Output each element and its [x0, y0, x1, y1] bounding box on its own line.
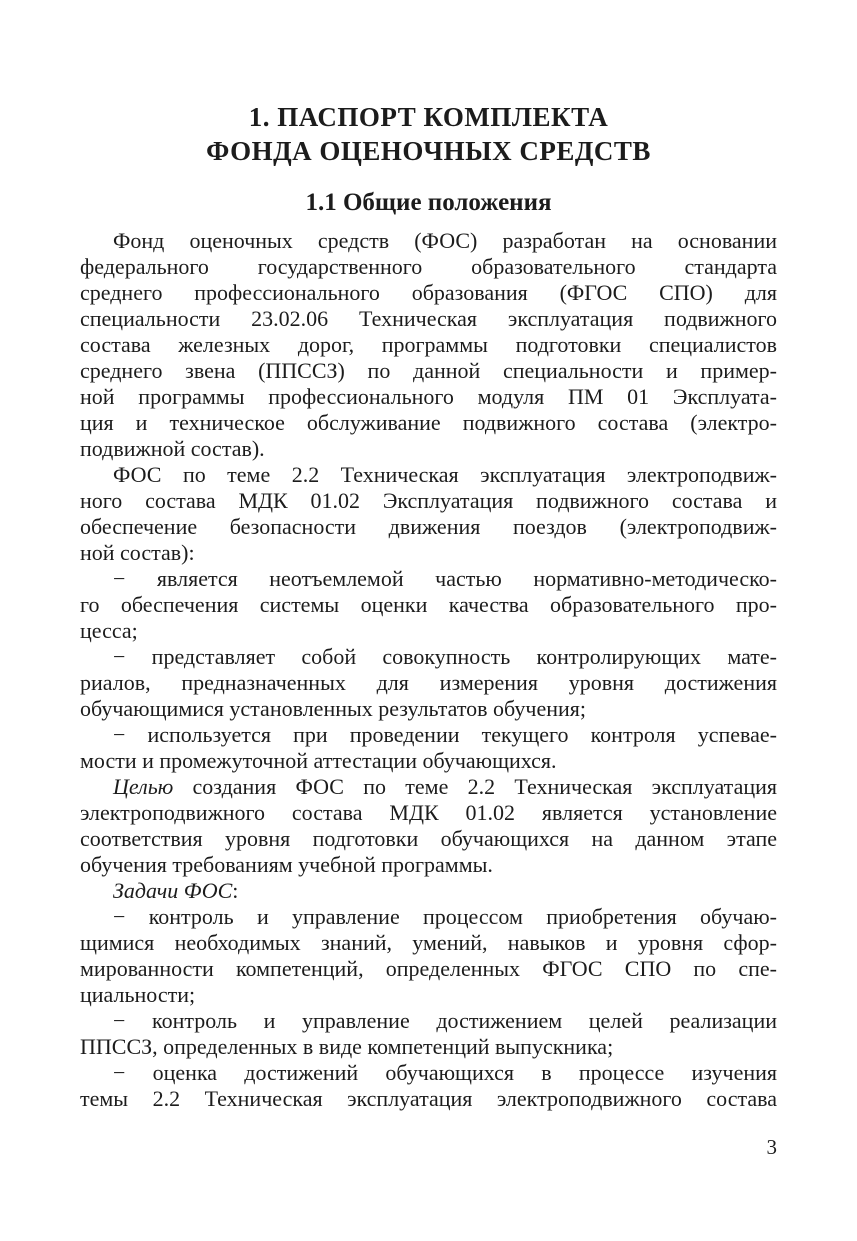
body-line: обучающимися установленных результатов обучения;: [80, 696, 586, 721]
body-line: обучения требованиям учебной программы.: [80, 852, 493, 877]
body-line: ция и техническое обслуживание подвижного состава (электро-: [80, 410, 777, 435]
body-line: мированности компетенций, определенных ФГОС СПО по спе-: [80, 956, 777, 981]
body-line: федерального государственного образовательного стандарта: [80, 254, 777, 279]
body-text: [80, 228, 777, 1112]
paragraph: [80, 462, 777, 566]
body-line: ной программы профессионального модуля ПМ 01 Эксплуата-: [80, 384, 777, 409]
body-line: − оценка достижений обучающихся в процессе изучения: [113, 1060, 777, 1085]
body-line: цесса;: [80, 618, 138, 643]
body-line: Фонд оценочных средств (ФОС) разработан на основании: [113, 228, 777, 253]
page-number: 3: [766, 1135, 777, 1159]
body-line: − представляет собой совокупность контролирующих мате-: [113, 644, 777, 669]
body-line: циальности;: [80, 982, 196, 1007]
body-line: щимися необходимых знаний, умений, навыков и уровня сфор-: [80, 930, 777, 955]
body-line: ного состава МДК 01.02 Эксплуатация подвижного состава и: [80, 488, 777, 513]
body-line: соответствия уровня подготовки обучающихся на данном этапе: [80, 826, 777, 851]
body-line: го обеспечения системы оценки качества образовательного про-: [80, 592, 777, 617]
body-line: − контроль и управление процессом приобретения обучаю-: [113, 904, 777, 929]
section-title: 1.1 Общие положения: [305, 189, 552, 216]
body-line: риалов, предназначенных для измерения уровня достижения: [80, 670, 777, 695]
chapter-title-line-2: ФОНДА ОЦЕНОЧНЫХ СРЕДСТВ: [206, 136, 651, 166]
body-line: ФОС по теме 2.2 Техническая эксплуатация электроподвиж-: [113, 462, 777, 487]
body-line: обеспечение безопасности движения поездов (электроподвиж-: [80, 514, 777, 539]
paragraph: [80, 774, 777, 878]
body-line: среднего профессионального образования (ФГОС СПО) для: [80, 280, 777, 305]
paragraph: [80, 228, 777, 462]
body-line: − используется при проведении текущего контроля успевае-: [113, 722, 777, 747]
body-line: подвижной состав).: [80, 436, 265, 461]
chapter-title: [80, 100, 777, 168]
paragraph: [80, 722, 777, 774]
plain-text: :: [232, 878, 239, 903]
body-line: мости и промежуточной аттестации обучающихся.: [80, 748, 557, 773]
body-line: [80, 878, 777, 904]
paragraph: [80, 904, 777, 1008]
body-line: темы 2.2 Техническая эксплуатация электроподвижного состава: [80, 1086, 777, 1111]
paragraph: [80, 644, 777, 722]
paragraph: [80, 566, 777, 644]
body-line: специальности 23.02.06 Техническая эксплуатация подвижного: [80, 306, 777, 331]
body-line: электроподвижного состава МДК 01.02 является установление: [80, 800, 777, 825]
emphasized-text: Целью: [113, 774, 174, 799]
plain-text: создания ФОС по теме 2.2 Техническая эксплуатация: [173, 774, 777, 799]
body-line: ной состав):: [80, 540, 195, 565]
paragraph: [80, 1008, 777, 1060]
body-line: [80, 774, 777, 800]
page-content: [80, 100, 777, 1112]
body-line: ППССЗ, определенных в виде компетенций выпускника;: [80, 1034, 614, 1059]
paragraph: [80, 878, 777, 904]
chapter-title-line-1: 1. ПАСПОРТ КОМПЛЕКТА: [248, 102, 609, 132]
body-line: − является неотъемлемой частью нормативно-методическо-: [113, 566, 777, 591]
body-line: состава железных дорог, программы подготовки специалистов: [80, 332, 777, 357]
emphasized-text: Задачи ФОС: [113, 878, 233, 903]
paragraph: [80, 1060, 777, 1112]
body-line: − контроль и управление достижением целей реализации: [113, 1008, 777, 1033]
body-line: среднего звена (ППССЗ) по данной специальности и пример-: [80, 358, 777, 383]
